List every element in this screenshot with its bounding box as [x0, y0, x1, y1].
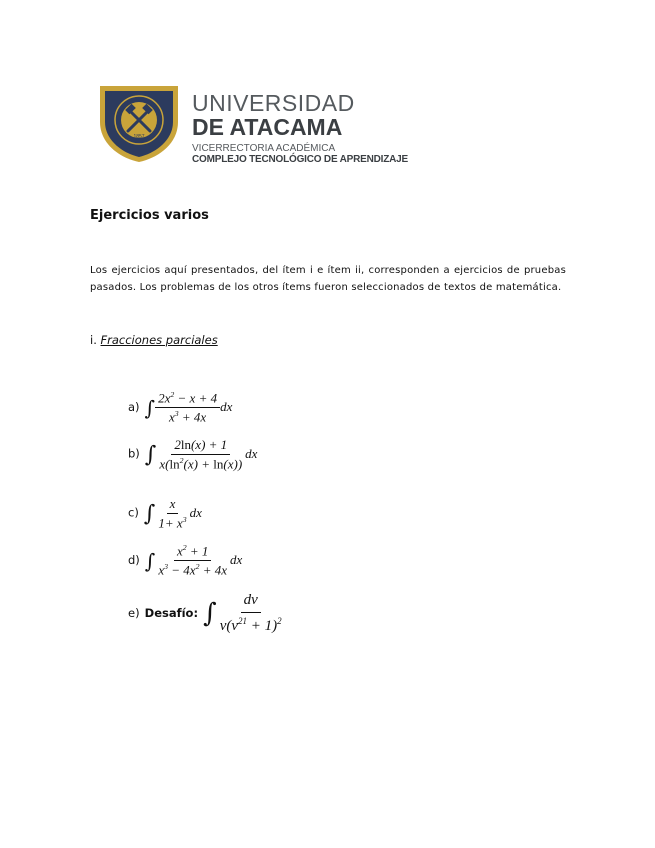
exercise-e	[128, 592, 285, 635]
svg-text:1857: 1857	[133, 134, 145, 140]
section-title: Fracciones parciales	[100, 333, 218, 347]
exercise-label: b)	[128, 446, 140, 461]
university-logo-text	[192, 92, 408, 166]
integral-expression: ∫ $\frac{x^2 + 1}{x^3 - 4x^2 + 4x}$ dx	[144, 543, 243, 578]
university-seal-logo	[96, 82, 182, 164]
exercise-d	[128, 543, 242, 579]
integral-expression: ∫ $\frac{2\ln(x) + 1}{x(\ln^2(x) + \ln(x))}$ dx	[144, 437, 258, 472]
exercise-label: c)	[128, 505, 139, 520]
exercise-a	[128, 390, 232, 426]
exercise-label: d)	[128, 552, 140, 567]
logo-line-3: VICERRECTORIA ACADÉMICA	[192, 143, 336, 154]
exercise-label: a)	[128, 399, 140, 414]
page-title: Ejercicios varios	[90, 208, 209, 223]
logo-line-2: DE ATACAMA	[192, 114, 343, 140]
intro-paragraph: Los ejercicios aquí presentados, del ítem i e ítem ii, corresponden a ejercicios de pruebas pasados. Los problemas de los otros ítems fueron seleccionados de textos de matemática.	[90, 265, 566, 293]
logo-line-1: UNIVERSIDAD	[192, 90, 355, 116]
exercise-b	[128, 437, 257, 472]
exercise-label: e)	[128, 605, 140, 620]
integral-expression: ∫ $\frac{2x^2 - x + 4}{x^3 + 4x}$ dx	[144, 390, 233, 425]
exercise-c	[128, 496, 202, 531]
section-heading	[90, 333, 218, 347]
integral-expression: ∫ $\frac{dv}{v(v^{21} + 1)^2}$	[203, 592, 282, 634]
integral-expression: ∫ $\frac{x}{1+ x^3}$ dx	[143, 496, 202, 531]
challenge-label: Desafío:	[144, 605, 199, 620]
section-number: i.	[90, 333, 97, 347]
logo-line-4: COMPLEJO TECNOLÓGICO DE APRENDIZAJE	[192, 154, 408, 165]
